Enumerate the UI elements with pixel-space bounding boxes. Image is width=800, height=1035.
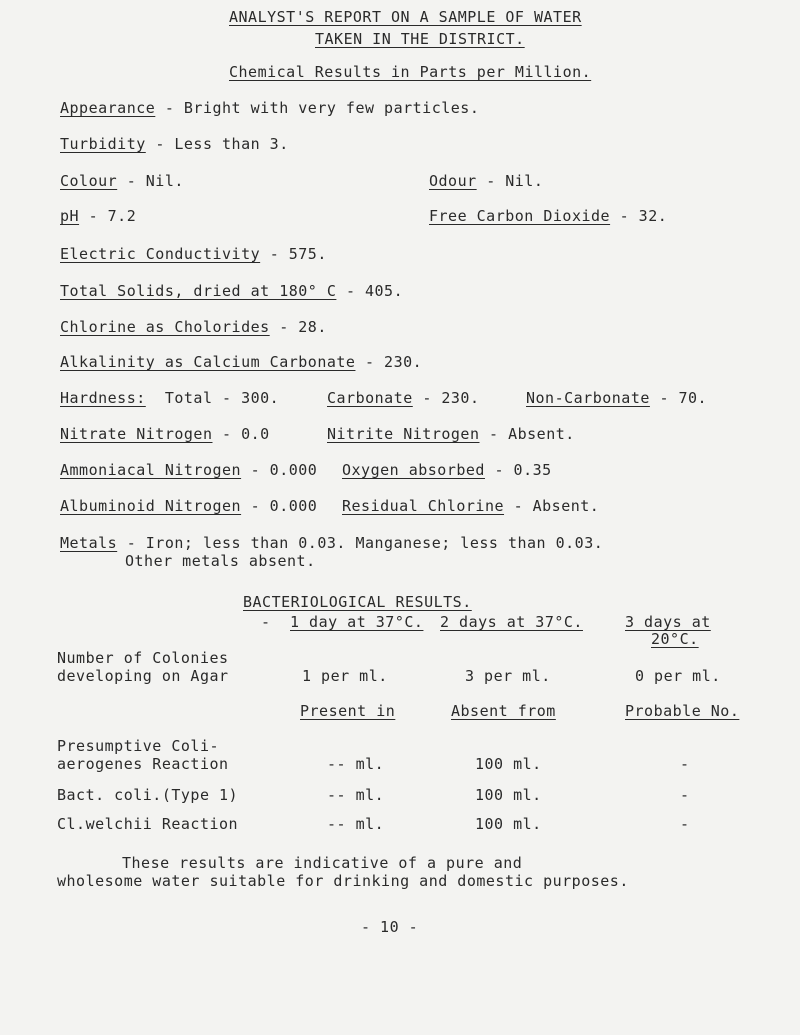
metals-other: Other metals absent. bbox=[125, 552, 316, 570]
residual-chlorine-label: Residual Chlorine bbox=[342, 497, 505, 515]
table-row-c3: - bbox=[680, 786, 690, 804]
ammoniacal-row bbox=[60, 461, 317, 479]
alkalinity-label: Alkalinity as Calcium Carbonate bbox=[60, 353, 356, 371]
bacteriological-heading: BACTERIOLOGICAL RESULTS. bbox=[243, 593, 472, 611]
albuminoid-label: Albuminoid Nitrogen bbox=[60, 497, 242, 515]
nitrite-value: - Absent. bbox=[489, 425, 575, 443]
appearance-row bbox=[60, 99, 479, 117]
ph-label: pH bbox=[60, 207, 80, 225]
nitrate-value: - 0.0 bbox=[222, 425, 270, 443]
colour-row bbox=[60, 172, 184, 190]
nitrate-label: Nitrate Nitrogen bbox=[60, 425, 213, 443]
conclusion-line2: wholesome water suitable for drinking and domestic purposes. bbox=[57, 872, 629, 890]
nitrite-row bbox=[327, 425, 575, 443]
conductivity-row bbox=[60, 245, 327, 263]
table-row-c1: -- ml. bbox=[327, 755, 385, 773]
col2-head: 2 days at 37°C. bbox=[440, 613, 583, 631]
hardness-label: Hardness: bbox=[60, 389, 146, 407]
colonies-label-line2: developing on Agar bbox=[57, 667, 229, 685]
ph-value: - 7.2 bbox=[88, 207, 137, 225]
table-row-c3: - bbox=[680, 815, 690, 833]
turbidity-value: - Less than 3. bbox=[155, 135, 289, 153]
table-row-label: Cl.welchii Reaction bbox=[57, 815, 239, 833]
table-row-label-line1: Presumptive Coli- bbox=[57, 737, 220, 755]
table-row-c1: -- ml. bbox=[327, 786, 385, 804]
residual-chlorine-value: - Absent. bbox=[513, 497, 600, 515]
oxygen-row bbox=[342, 461, 552, 479]
col3-head-line2: 20°C. bbox=[651, 630, 699, 648]
hardness-carbonate-value: - 230. bbox=[422, 389, 480, 407]
metals-value: - Iron; less than 0.03. Manganese; less than 0.03. bbox=[126, 534, 604, 552]
total-solids-label: Total Solids, dried at 180° C bbox=[60, 282, 337, 300]
total-solids-row bbox=[60, 282, 403, 300]
chlorine-row bbox=[60, 318, 327, 336]
subhead-absent: Absent from bbox=[451, 702, 556, 720]
header-dash: - bbox=[261, 613, 271, 631]
report-subtitle: TAKEN IN THE DISTRICT. bbox=[315, 30, 525, 48]
chlorine-value: - 28. bbox=[279, 318, 327, 336]
colonies-value-1: 1 per ml. bbox=[302, 667, 388, 685]
free-co2-value: - 32. bbox=[619, 207, 668, 225]
report-title: ANALYST'S REPORT ON A SAMPLE OF WATER bbox=[229, 8, 582, 26]
table-row-label: aerogenes Reaction bbox=[57, 755, 229, 773]
table-row-c3: - bbox=[680, 755, 690, 773]
subhead-probable: Probable No. bbox=[625, 702, 740, 720]
colour-value: - Nil. bbox=[126, 172, 184, 190]
table-row-c1: -- ml. bbox=[327, 815, 385, 833]
hardness-non-carbonate-row bbox=[526, 389, 707, 407]
page-number: - 10 - bbox=[361, 918, 419, 936]
subhead-present: Present in bbox=[300, 702, 396, 720]
oxygen-value: - 0.35 bbox=[494, 461, 552, 479]
col1-head: 1 day at 37°C. bbox=[290, 613, 424, 631]
hardness-total-row bbox=[60, 389, 279, 407]
albuminoid-row bbox=[60, 497, 317, 515]
ph-row bbox=[60, 207, 136, 225]
hardness-carbonate-label: Carbonate bbox=[327, 389, 413, 407]
nitrate-row bbox=[60, 425, 270, 443]
oxygen-label: Oxygen absorbed bbox=[342, 461, 485, 479]
table-row-c2: 100 ml. bbox=[475, 815, 542, 833]
colonies-value-2: 3 per ml. bbox=[465, 667, 551, 685]
metals-label: Metals bbox=[60, 534, 118, 552]
conductivity-value: - 575. bbox=[269, 245, 327, 263]
alkalinity-value: - 230. bbox=[365, 353, 423, 371]
colonies-label-line1: Number of Colonies bbox=[57, 649, 229, 667]
odour-label: Odour bbox=[429, 172, 477, 190]
free-co2-row bbox=[429, 207, 667, 225]
table-row-label: Bact. coli.(Type 1) bbox=[57, 786, 239, 804]
conclusion-line1: These results are indicative of a pure and bbox=[122, 854, 523, 872]
metals-row bbox=[60, 534, 603, 552]
colonies-value-3: 0 per ml. bbox=[635, 667, 721, 685]
odour-row bbox=[429, 172, 543, 190]
hardness-carbonate-row bbox=[327, 389, 480, 407]
col3-head-line1: 3 days at bbox=[625, 613, 711, 631]
total-solids-value: - 405. bbox=[345, 282, 404, 300]
chemical-heading: Chemical Results in Parts per Million. bbox=[229, 63, 592, 81]
odour-value: - Nil. bbox=[486, 172, 544, 190]
ammoniacal-label: Ammoniacal Nitrogen bbox=[60, 461, 242, 479]
nitrite-label: Nitrite Nitrogen bbox=[327, 425, 480, 443]
table-row-c2: 100 ml. bbox=[475, 786, 542, 804]
turbidity-row bbox=[60, 135, 289, 153]
appearance-value: - Bright with very few particles. bbox=[164, 99, 480, 117]
turbidity-label: Turbidity bbox=[60, 135, 146, 153]
albuminoid-value: - 0.000 bbox=[250, 497, 318, 515]
table-row-c2: 100 ml. bbox=[475, 755, 542, 773]
free-co2-label: Free Carbon Dioxide bbox=[429, 207, 611, 225]
colour-label: Colour bbox=[60, 172, 118, 190]
residual-chlorine-row bbox=[342, 497, 599, 515]
conductivity-label: Electric Conductivity bbox=[60, 245, 261, 263]
ammoniacal-value: - 0.000 bbox=[250, 461, 318, 479]
alkalinity-row bbox=[60, 353, 422, 371]
hardness-total: Total - 300. bbox=[164, 389, 280, 407]
chlorine-label: Chlorine as Cholorides bbox=[60, 318, 270, 336]
hardness-non-carbonate-value: - 70. bbox=[659, 389, 708, 407]
hardness-non-carbonate-label: Non-Carbonate bbox=[526, 389, 650, 407]
appearance-label: Appearance bbox=[60, 99, 156, 117]
